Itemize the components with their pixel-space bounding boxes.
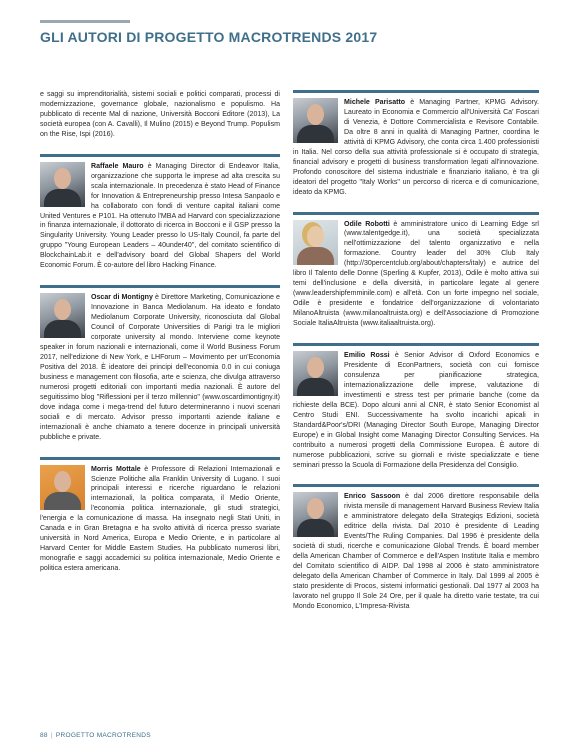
footer-label: PROGETTO MACROTRENDS — [55, 732, 151, 739]
bio-oscar-di-montigny — [40, 285, 280, 442]
bio-emilio-rossi — [293, 343, 539, 470]
author-photo — [40, 293, 85, 338]
author-name: Morris Mottale — [91, 465, 141, 473]
author-name: Michele Parisatto — [344, 99, 406, 106]
author-name: Odile Robotti — [344, 220, 390, 228]
author-name: Enrico Sassoon — [344, 493, 401, 501]
bio-odile-robotti — [293, 212, 539, 329]
author-photo — [40, 465, 85, 510]
bio-divider — [40, 457, 280, 460]
author-bio: è Senior Advisor di Oxford Economics e Presidente di EconPartners, società con cui fornisce consulenza per pianificazione strategica, internazionalizzazione delle imprese, valutazione di investimenti e stress test per primarie banche (come da richieste della BCE). Dopo alcuni anni al CNR, è stato Senior Economist al Centro Studi ENI. Successivamente ha svolto incarichi apicali in Standard&Poor's/DRI (Managing Director South Europe, Managing Director Europe) e in Global Insight come Managing Director Consulting Services. Ha contribuito a numerosi progetti della Commissione Europea. È autore di numerose pubblicazioni, scrive su giornali e riviste specializzate e tiene seminari presso la Scuola di Formazione della Presidenza del Consiglio. — [293, 352, 539, 469]
author-bio: è Managing Director di Endeavor Italia, organizzazione che supporta le imprese ad alta crescita su scala internazionale. In precedenza è stato Head of Finance for Innovation & Entrepreneurship presso Intesa Sanpaolo e ha collaborato con fondi di venture capital italiani come United Ventures e P101. Ha ottenuto l'MBA ad Harvard con specializzazione in finanza internazionale, il dottorato di ricerca in Bocconi e il GSP presso la Singularity University. Young Leader presso lo US-Italy Council, fa parte del gruppo "Young European Leaders – 40under40", del comitato scientifico di BlockchainLab.it e dell'advisory board del Global Shapers del World Economic Forum. È co-autore del libro Hacking Finance. — [40, 162, 280, 270]
bio-michele-parisatto — [293, 90, 539, 198]
bio-divider — [293, 90, 539, 93]
author-photo — [293, 351, 338, 396]
bio-divider — [40, 285, 280, 288]
bio-divider — [293, 484, 539, 487]
bio-enrico-sassoon — [293, 484, 539, 611]
bio-raffaele-mauro — [40, 154, 280, 271]
bio-morris-mottale — [40, 457, 280, 574]
page-footer: 88 | PROGETTO MACROTRENDS — [40, 732, 151, 739]
author-photo — [40, 162, 85, 207]
author-name: Oscar di Montigny — [91, 294, 153, 302]
author-photo — [293, 492, 338, 537]
header-rule — [40, 20, 130, 23]
author-photo — [293, 98, 338, 143]
author-bio: è Managing Partner, KPMG Advisory. Laureato in Economia e Commercio all'Università Ca' Foscari di Venezia, è Dottore Commercialista e Revisore Contabile. Da oltre 8 anni in qualità di Managing Partner, coordina le attività di KPMG Advisory, che conta circa 1.400 professionisti in Italia. Nel corso della sua attività professionale si è occupato di strategia, financial advisory e progetti di business transformation legati all'innovazione. Profondo conoscitore del sistema industriale e finanziario italiano, è tra gli ideatori del progetto "Italy Works" un percorso di ricerca e di comunicazione, ideato da KPMG. — [293, 99, 539, 196]
left-column — [40, 90, 280, 574]
page-title: GLI AUTORI DI PROGETTO MACROTRENDS 2017 — [40, 29, 378, 45]
author-bio: è dal 2006 direttore responsabile della rivista mensile di management Harvard Business Review Italia e amministratore delegato della Strategiqs Edizioni, società editrice della rivista. Dal 2010 è presidente di Leading Events/The Ruling Companies. Dal 1996 è presidente della società di studi, ricerche e comunicazione Global Trends. È board member della American Chamber of Commerce e dell'Aspen Institute Italia e membro del Comitato scientifico di AIDP. Dal 1998 al 2006 è stato amministratore delegato della American Chamber of Commerce in Italy. Dal 1999 al 2005 è stato presidente di Procos, sistemi informatici gestionali. Dal 1977 al 2003 ha lavorato nel gruppo Il Sole 24 Ore, per il quale ha diretto varie testate, tra cui Mondo Economico, L'Impresa-Rivista — [293, 493, 539, 610]
bio-divider — [293, 343, 539, 346]
page-number: 88 — [40, 732, 48, 739]
intro-text: e saggi su imprenditorialità, sistemi sociali e politici comparati, processi di modernizzazione, governance globale, nazionalismo e populismo. Ha pubblicato di recente Mal di nazione, Università Bocconi Editore (2013), La società europea (con A. Cavalli), Il Mulino (2015) e Beyond Trump. Populism on the Rise, Ispi (2016). — [40, 91, 280, 138]
author-name: Emilio Rossi — [344, 352, 390, 360]
author-bio: è Direttore Marketing, Comunicazione e Innovazione in Banca Mediolanum. Ha ideato e fondato Mediolanum Corporate University, riconosciuta dal Global Council of Corporate Universities di Parigi tra le migliori corporate university al mondo. Interviene come keynote speaker in forum nazionali e internazionali, come il World Business Forum 2017, nell'edizione di New York, e LHForum – Movimento per un'Economia Positiva del 2018. È ideatore dei principi dell'economia 0.0 in cui coniuga business e management con filosofia, arte e scienza, che divulga attraverso numerosi progetti editoriali con importanti media nazionali. È autore del seguitissimo blog "Riflessioni per il terzo millennio" (www.oscardimontigny.it) dove indaga come i mega-trend del futuro determineranno i nuovi scenari sociali e di mercato. Advisor presso importanti aziende italiane e internazionali è anche chiamato a tenere docenze in principali università pubbliche e private. — [40, 294, 280, 441]
author-bio: è Professore di Relazioni Internazionali e Scienze Politiche alla Franklin University di Lugano. I suoi principali interessi e ricerche riguardano le relazioni internazionali, la politica comparata, il Medio Oriente, l'economia politica internazionale, gli studi strategici, l'energia e la comunicazione di massa. Ha insegnato negli Stati Uniti, in Canada e in Gran Bretagna e ha svolto attività di ricerca presso svariate università in Nord America, Europa e Medio Oriente, e in particolare al Harvard Center for Middle Eastern Studies. Ha pubblicato numerosi libri, monografie e saggi accademici su politica internazionale, Medio Oriente e politica estera americana. — [40, 465, 280, 573]
author-bio: è amministratore unico di Learning Edge srl (www.talentgedge.it), una società specializzata nell'ottimizzazione del talento organizzativo e nella formazione. Country leader del 30% Club Italy (http://30percentclub.org/about/chapters/italy) e autrice del libro Il Talento delle Donne (Sperling & Kupfer, 2013), Odile è molto attiva sui temi dell'inclusione e della diversità, in particolare legate al genere (www.leadershipfemminile.com) e all'età. Con un forte impegno nel sociale, Odile è presidente e fondatrice dell'organizzazione di volontariato MilanoAltruista (www.milanoaltruista.org) e dell'Associazione di Promozione Sociale ItaliaAltruista (www.italiaaltruista.org). — [293, 220, 539, 328]
author-name: Raffaele Mauro — [91, 162, 144, 170]
right-column — [293, 90, 539, 612]
author-photo — [293, 220, 338, 265]
bio-divider — [293, 212, 539, 215]
bio-divider — [40, 154, 280, 157]
